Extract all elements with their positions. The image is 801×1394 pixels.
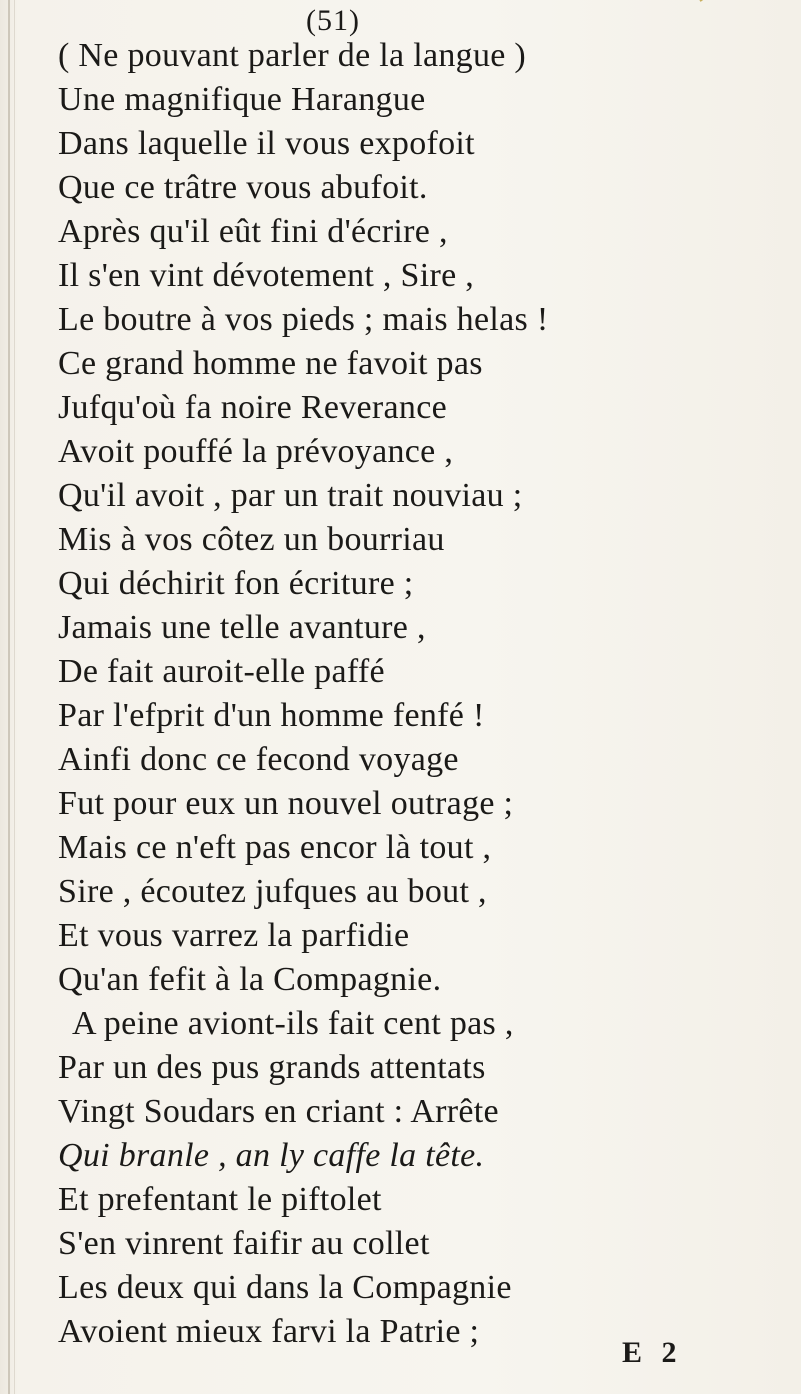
verse-line: Par un des pus grands attentats xyxy=(58,1049,486,1086)
verse-line: Jamais une telle avanture , xyxy=(58,609,426,646)
verse-line: Le boutre à vos pieds ; mais helas ! xyxy=(58,301,549,338)
verse-line: ( Ne pouvant parler de la langue ) xyxy=(58,37,527,74)
verse-line: Que ce trâtre vous abufoit. xyxy=(58,169,428,206)
verse-line: Qui déchirit fon écriture ; xyxy=(58,565,414,602)
paper-mark xyxy=(699,0,721,2)
verse-line: Les deux qui dans la Compagnie xyxy=(58,1269,512,1306)
verse-line-italic: Qui branle , an ly caffe la tête. xyxy=(58,1137,485,1174)
verse-line: Avoit pouffé la prévoyance , xyxy=(58,433,454,470)
verse-line: Qu'an fefit à la Compagnie. xyxy=(58,961,442,998)
verse-line: Mais ce n'eft pas encor là tout , xyxy=(58,829,492,866)
verse-line: Dans laquelle il vous expofoit xyxy=(58,125,475,162)
verse-line: Avoient mieux farvi la Patrie ; xyxy=(58,1313,480,1350)
verse-line: Sire , écoutez jufques au bout , xyxy=(58,873,487,910)
binding-edge-shadow xyxy=(14,0,15,1394)
verse-line: Ce grand homme ne favoit pas xyxy=(58,345,483,382)
verse-line: A peine aviont-ils fait cent pas , xyxy=(72,1005,514,1042)
verse-line: Par l'efprit d'un homme fenfé ! xyxy=(58,697,485,734)
verse-line: Il s'en vint dévotement , Sire , xyxy=(58,257,475,294)
verse-line: Jufqu'où fa noire Reverance xyxy=(58,389,448,426)
signature-mark: E 2 xyxy=(622,1336,683,1369)
verse-line: Et vous varrez la parfidie xyxy=(58,917,410,954)
verse-line: Fut pour eux un nouvel outrage ; xyxy=(58,785,514,822)
page-number: (51) xyxy=(306,4,360,37)
verse-line: Vingt Soudars en criant : Arrête xyxy=(58,1093,499,1130)
verse-line: Qu'il avoit , par un trait nouviau ; xyxy=(58,477,523,514)
verse-line: S'en vinrent faifir au collet xyxy=(58,1225,430,1262)
verse-line: De fait auroit-elle paffé xyxy=(58,653,385,690)
verse-line: Après qu'il eût fini d'écrire , xyxy=(58,213,448,250)
verse-line: Une magnifique Harangue xyxy=(58,81,426,118)
verse-line: Ainfi donc ce fecond voyage xyxy=(58,741,459,778)
verse-line: Et prefentant le piftolet xyxy=(58,1181,382,1218)
binding-edge-line xyxy=(8,0,10,1394)
verse-line: Mis à vos côtez un bourriau xyxy=(58,521,445,558)
